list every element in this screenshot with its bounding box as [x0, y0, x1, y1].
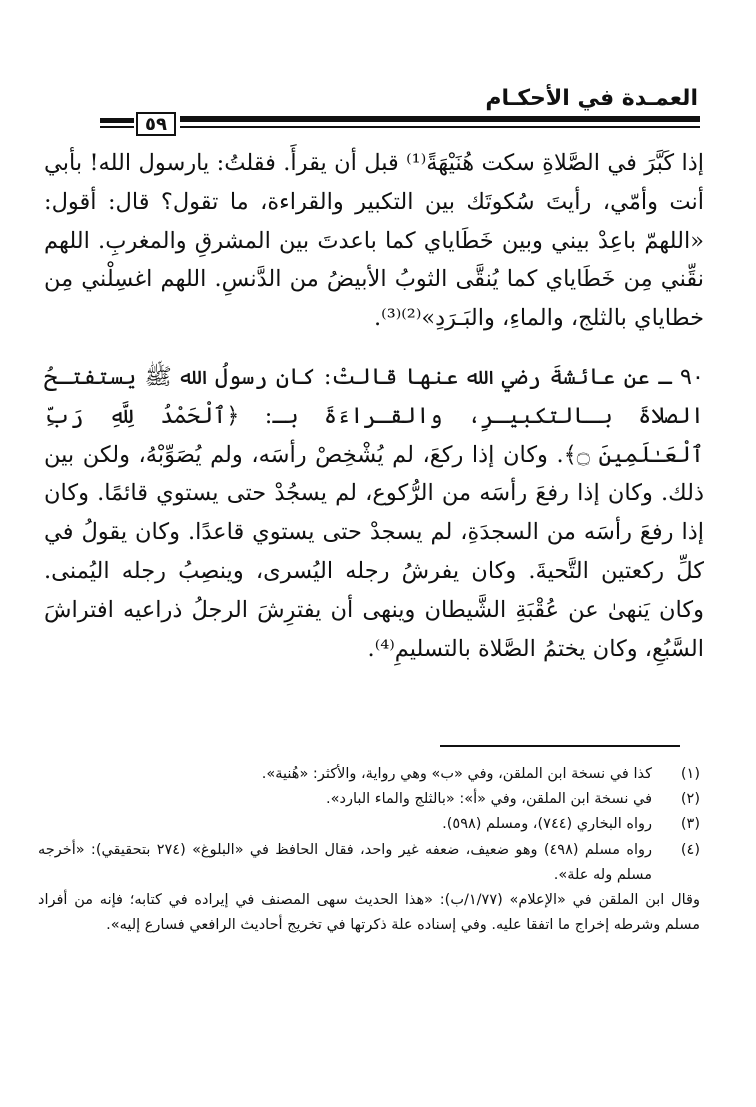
header-rule-right-thin: [180, 126, 700, 128]
footnote-2: [38, 787, 700, 812]
footnote-4-continuation: وقال ابن الملقن في «الإعلام» (١/٧٧/ب): «هذا الحديث سهى المصنف في إيراده في كتابه؛ فإنه من أفراد مسلم وشرطه إخراج ما اتفقا عليه. وفي إسناده علة ذكرتها في تخريج أحاديث الرافعي فسارع إليه».: [38, 892, 700, 934]
footnote-text: رواه البخاري (٧٤٤)، ومسلم (٥٩٨).: [442, 816, 652, 833]
page-number: ٥٩: [136, 112, 176, 136]
footnotes: [38, 762, 700, 938]
hadith-paragraph-continued: إذا كَبَّرَ في الصَّلاةِ سكت هُنَيْهَةً⁽¹⁾ قبل أن يقرأَ. فقلتُ: يارسول الله! بأبي أنت وأمّي، رأيتَ سُكوتَك بين التكبير والقراءة، ما تقول؟ قال: أقول: «اللهمّ باعِدْ بيني وبين خَطَاياي كما باعدتَ بين المشرقِ والمغربِ. اللهم نقِّني مِن خَطَاياي كما يُنقَّى الثوبُ الأبيضُ من الدَّنسِ. اللهم اغسِلْني مِن خطاياي بالثلج، والماءِ، والبَـرَدِ»⁽²⁾⁽³⁾.: [44, 150, 704, 332]
footnote-1: [38, 762, 700, 787]
footnote-3: [38, 812, 700, 837]
header-rule-right: [180, 116, 700, 122]
footnote-text: في نسخة ابن الملقن، وفي «أ»: «بالثلج والماء البارد».: [326, 791, 652, 808]
hadith-paragraph-90: ٩٠ ـ عن عائشةَ رضي الله عنها قالتْ: كان رسولُ الله ﷺ يستفتـحُ الصلاةَ بـالتكبيـرِ، والقـراءَةَ بـ: ﴿ٱلْحَمْدُ لِلَّهِ رَبِّ ٱلْعَـٰلَمِينَ ۝﴾. وكان إذا ركعَ، لم يُشْخِصْ رأسَه، ولم يُصَوِّبْهُ، ولكن بين ذلك. وكان إذا رفعَ رأسَه من الرُّكوع، لم يسجُدْ حتى يستوي قائمًا. وكان إذا رفعَ رأسَه من السجدَةِ، لم يسجدْ حتى يستوي قاعدًا. وكان يقولُ في كلِّ ركعتين التَّحيةَ. وكان يفرشُ رجله اليُسرى، وينصِبُ رجله اليُمنى. وكان يَنهىٰ عن عُقْبَةِ الشَّيطان وينهى أن يفترِشَ الرجلُ ذراعيه افتراشَ السَّبُعِ، وكان يختمُ الصَّلاة بالتسليمِ⁽⁴⁾.: [44, 364, 704, 662]
footnote-number: (٢): [680, 791, 700, 808]
footnote-number: (١): [680, 766, 700, 782]
footnote-text: كذا في نسخة ابن الملقن، وفي «ب» وهي رواية، والأكثر: «هُنية».: [261, 766, 652, 782]
footnote-separator: [440, 745, 680, 747]
footnote-text: رواه مسلم (٤٩٨) وهو ضعيف، ضعفه غير واحد، فقال الحافظ في «البلوغ» (٢٧٤ بتحقيقي): «أخرجه مسلم وله علة».: [38, 841, 652, 883]
header-rule-left-thin: [100, 126, 134, 128]
footnote-number: (٣): [680, 816, 700, 833]
running-title: العمـدة في الأحكـام: [485, 86, 698, 111]
header-rule-left: [100, 118, 134, 123]
footnote-number: (٤): [680, 841, 700, 858]
footnote-4: [38, 838, 700, 888]
